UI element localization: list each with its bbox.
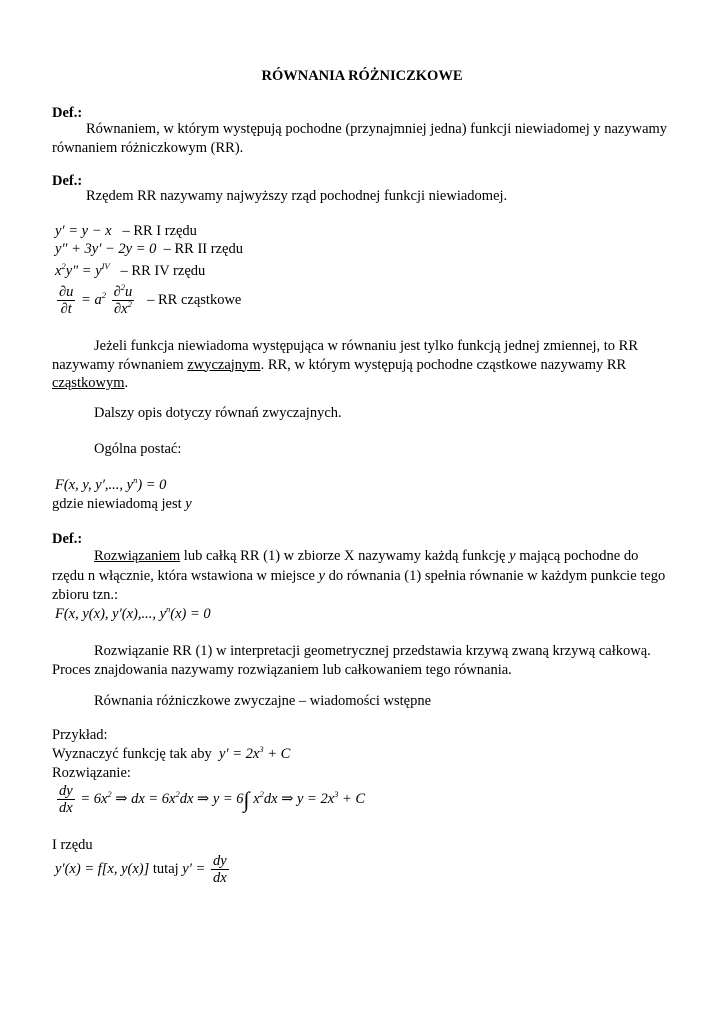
general-note [52,495,192,513]
first-order-heading: I rzędu [52,837,93,853]
note-first-order: – RR I rzędu [122,223,197,239]
example-first-order [55,222,197,240]
def3-line2b: do równania (1) spełnia równanie w każdym punkcie tego [324,568,666,584]
def3-line2a: rzędu n włącznie, która wstawiona w miejsce [52,568,319,584]
def3-text2: mającą pochodne do [515,548,639,564]
example-task [52,745,290,763]
paragraph-ordinary-partial [52,337,677,393]
para1-part2: . RR, w którym występują pochodne cząstkowe nazywamy RR [260,356,627,373]
equation-fourth-order: $x^2y'' = y^{IV}$ [55,261,110,279]
para1-part1: Jeżeli funkcja niewiadoma występująca w równaniu jest tylko funkcją jednej zmiennej, to RR nazywamy równaniem [52,338,638,373]
equation-solution: F(x, y(x), y′(x),..., $y^n(x) = 0$ [55,604,211,622]
section-heading-basics: Równania różniczkowe zwyczajne – wiadomości wstępne [94,693,432,709]
para1-part3: . [124,375,129,391]
def1-text: Równaniem, w którym występują pochodne (przynajmniej jedna) funkcji niewiadomej y nazywamy równaniem różniczkowym (RR). [52,121,668,156]
equation-partial: $\frac{\partial u}{\partial t}$ = $a^2$ $\frac{\partial^2u}{\partial x^2}$ [59,282,133,317]
equation-first-order: y′ = y − x [55,223,112,239]
term-solution: Rozwiązaniem [94,548,181,564]
note-second-order: – RR II rzędu [163,241,243,257]
general-note-var: y [185,496,192,512]
equation-general-form: F(x, y, y′,..., $y^n) = 0$ [55,475,167,493]
def2-text: Rzędem RR nazywamy najwyższy rząd pochodnej funkcji niewiadomej. [86,188,508,204]
equation-second-order: y″ + 3y′ − 2y = 0 [55,241,157,257]
def3-line1 [94,547,638,565]
paragraph-further: Dalszy opis dotyczy równań zwyczajnych. [94,405,342,421]
def3-label: Def.: [52,531,83,547]
equation-solution-steps: $\frac{dy}{dx}$ = $6x^2$ ⇒ dx = $6x^2dx$ ⇒ y = 6∫ $x^2dx$ ⇒ $y = 2x^3 + C$ [59,783,366,816]
def3-var2: y [318,568,325,584]
def3-var1: y [509,548,516,564]
example-partial [55,284,241,317]
example-fourth-order [55,262,205,280]
example-task-text: Wyznaczyć funkcję tak aby [52,746,212,762]
general-note-text: gdzie niewiadomą jest [52,496,182,512]
note-partial: – RR cząstkowe [147,291,242,308]
example-heading: Przykład: [52,727,108,743]
def2-label: Def.: [52,173,83,189]
equation-task: $y' = 2x^3 + C$ [219,744,291,762]
def3-text1: lub całką RR (1) w zbiorze X nazywamy każdą funkcję [180,548,510,564]
paragraph-general-form: Ogólna postać: [94,441,182,457]
def3-line2 [52,567,665,585]
solution-label: Rozwiązanie: [52,765,131,781]
paragraph-integral-curve: Rozwiązanie RR (1) w interpretacji geometrycznej przedstawia krzywą zwaną krzywą całkową. Proces znajdowania nazywamy rozwiązaniem lub całkowaniem tego równania. [52,643,651,678]
def3-line3: zbioru tzn.: [52,587,119,603]
document-title: RÓWNANIA RÓŻNICZKOWE [261,68,463,84]
term-ordinary: zwyczajnym [187,356,261,373]
equation-first-order-general: y′(x) = f[x, y(x)] tutaj y′ = $\frac{dy}{dx}$ [55,853,227,886]
term-partial: cząstkowym [52,375,125,391]
example-second-order [55,240,243,258]
def1-label: Def.: [52,105,83,121]
note-fourth-order: – RR IV rzędu [120,263,206,279]
tutaj-word: tutaj [152,860,179,877]
